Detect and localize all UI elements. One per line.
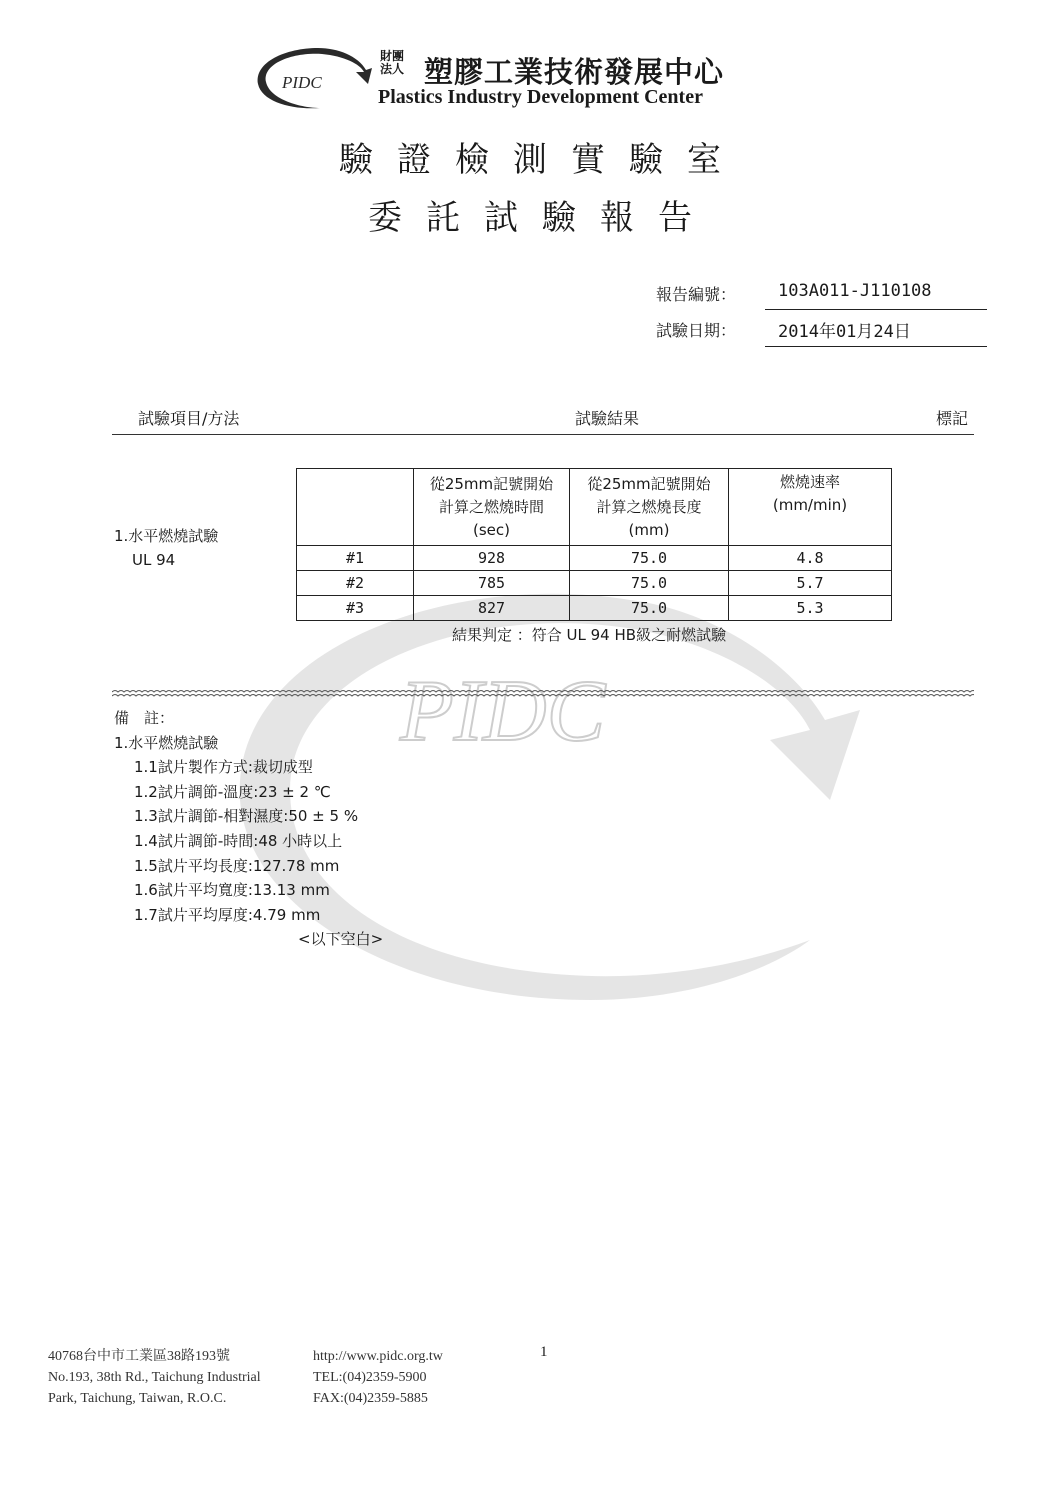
table-header-burn-time <box>414 469 570 546</box>
table-row <box>297 546 892 571</box>
header-line: 燃燒速率 <box>779 473 840 491</box>
notes-title: 備 註： <box>114 709 175 727</box>
table-row <box>297 596 892 621</box>
sample-id: #1 <box>297 546 414 571</box>
footer-url: http://www.pidc.org.tw <box>313 1349 443 1364</box>
org-legal-label-line1: 財團 <box>380 49 405 63</box>
burn-time: 827 <box>414 596 570 621</box>
notes-section-title: 1.水平燃燒試驗 <box>114 733 219 752</box>
header-line: (mm/min) <box>772 496 848 514</box>
column-header-mark: 標記 <box>936 409 969 428</box>
header-line: 計算之燃燒長度 <box>596 497 702 516</box>
footer-contact <box>313 1346 443 1409</box>
table-row <box>297 571 892 596</box>
test-date-value: 2014年01月24日 <box>778 322 911 342</box>
report-title-line1: 驗證檢測實驗室 <box>339 140 745 180</box>
page-number: 1 <box>540 1344 548 1360</box>
test-standard: UL 94 <box>132 551 176 569</box>
footer-fax: FAX:(04)2359-5885 <box>313 1391 428 1406</box>
burn-rate: 4.8 <box>729 546 892 571</box>
test-date-label: 試驗日期： <box>656 321 737 340</box>
sample-id: #2 <box>297 571 414 596</box>
note-item: 1.3試片調節-相對濕度:50 ± 5 % <box>134 807 359 826</box>
note-item: 1.2試片調節-溫度:23 ± 2 ℃ <box>134 782 331 801</box>
table-header-blank <box>297 469 414 546</box>
org-name-en: Plastics Industry Development Center <box>378 86 703 108</box>
watermark-text: PIDC <box>400 663 606 760</box>
footer-address-en2: Park, Taichung, Taiwan, R.O.C. <box>48 1391 227 1406</box>
note-item: 1.1試片製作方式:裁切成型 <box>134 758 313 777</box>
footer-address-zh: 40768台中市工業區38路193號 <box>48 1349 230 1364</box>
results-table <box>296 468 892 621</box>
notes-end-marker: <以下空白> <box>298 930 384 949</box>
note-item: 1.7試片平均厚度:4.79 mm <box>134 905 321 924</box>
test-date-underline <box>765 346 987 347</box>
report-number-label: 報告編號： <box>656 285 737 304</box>
test-method <box>114 524 218 572</box>
note-item: 1.5試片平均長度:127.78 mm <box>134 856 340 875</box>
org-legal-label <box>380 50 404 76</box>
sample-id: #3 <box>297 596 414 621</box>
test-name: 1.水平燃燒試驗 <box>114 527 219 545</box>
footer-address <box>48 1346 261 1409</box>
wavy-divider <box>112 688 974 698</box>
verdict: 結果判定 ：符合 UL 94 HB級之耐燃試驗 <box>452 626 727 644</box>
header-line: (mm) <box>628 520 670 539</box>
column-header-item: 試驗項目/方法 <box>138 409 240 428</box>
burn-time: 928 <box>414 546 570 571</box>
header-line: 從25mm記號開始 <box>429 474 554 493</box>
org-name-zh: 塑膠工業技術發展中心 <box>424 55 725 89</box>
note-item: 1.4試片調節-時間:48 小時以上 <box>134 831 343 850</box>
report-title-line2: 委託試驗報告 <box>368 198 716 238</box>
footer-tel: TEL:(04)2359-5900 <box>313 1370 427 1385</box>
burn-time: 785 <box>414 571 570 596</box>
report-number-value: 103A011-J110108 <box>778 281 932 301</box>
footer-address-en1: No.193, 38th Rd., Taichung Industrial <box>48 1370 261 1385</box>
header-line: 從25mm記號開始 <box>587 474 711 493</box>
logo-text: PIDC <box>282 73 322 92</box>
report-number-underline <box>765 309 987 310</box>
pidc-logo <box>252 48 372 110</box>
burn-length: 75.0 <box>570 571 729 596</box>
table-header-burn-length <box>570 469 729 546</box>
org-legal-label-line2: 法人 <box>380 62 405 76</box>
burn-length: 75.0 <box>570 546 729 571</box>
burn-rate: 5.7 <box>729 571 892 596</box>
table-header-burn-rate <box>729 469 892 546</box>
burn-rate: 5.3 <box>729 596 892 621</box>
notes-section <box>114 706 383 952</box>
header-line: (sec) <box>473 520 510 539</box>
burn-length: 75.0 <box>570 596 729 621</box>
column-header-result: 試驗結果 <box>575 409 640 428</box>
table-header-row <box>297 469 892 546</box>
note-item: 1.6試片平均寬度:13.13 mm <box>134 881 330 900</box>
header-rule <box>112 434 974 435</box>
header-line: 計算之燃燒時間 <box>438 497 544 516</box>
